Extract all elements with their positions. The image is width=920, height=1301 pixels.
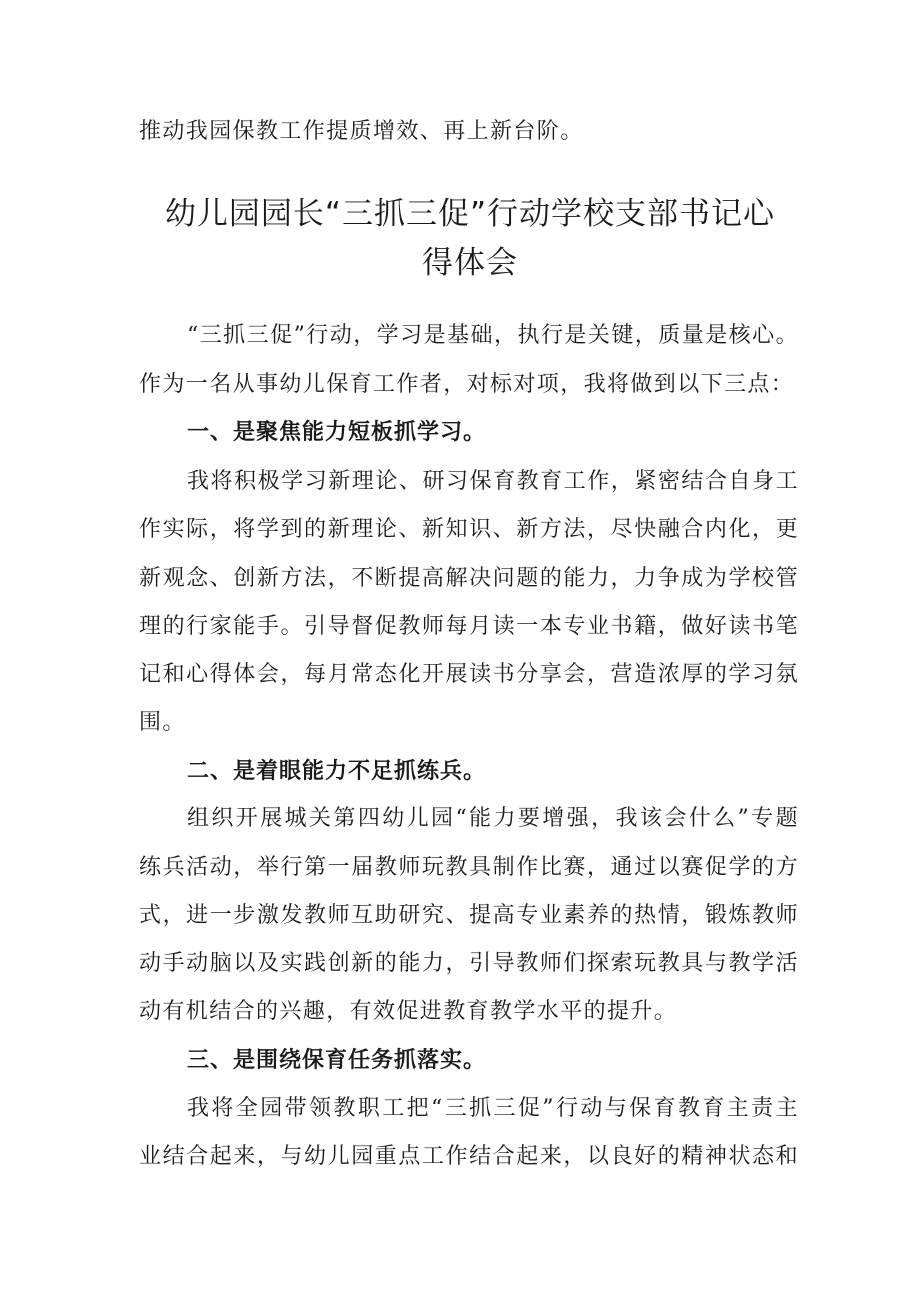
- section-heading-1: 一、是聚焦能力短板抓学习。: [187, 420, 487, 445]
- intro-paragraph-line: “三抓三促”行动，学习是基础，执行是关键，质量是核心。: [187, 323, 799, 348]
- section-2-paragraph-line: 练兵活动，举行第一届教师玩教具制作比赛，通过以赛促学的方: [139, 855, 799, 880]
- section-2-paragraph-line: 式，进一步激发教师互助研究、提高专业素养的热情，锻炼教师: [139, 903, 799, 928]
- section-1-paragraph-line: 理的行家能手。引导督促教师每月读一本专业书籍，做好读书笔: [139, 614, 799, 639]
- document-title-line-2: 得体会: [422, 245, 518, 281]
- document-title-line-1: 幼儿园园长“三抓三促”行动学校支部书记心: [164, 196, 776, 232]
- section-2-paragraph-line: 动手动脑以及实践创新的能力，引导教师们探索玩教具与教学活: [139, 951, 799, 976]
- section-3-paragraph-line: 我将全园带领教职工把“三抓三促”行动与保育教育主责主: [187, 1096, 799, 1121]
- section-2-paragraph-line: 组织开展城关第四幼儿园“能力要增强，我该会什么”专题: [187, 806, 799, 831]
- lead-paragraph-line: 推动我园保教工作提质增效、再上新台阶。: [139, 119, 584, 144]
- section-1-paragraph-line: 我将积极学习新理论、研习保育教育工作，紧密结合自身工: [187, 469, 799, 494]
- section-3-paragraph-line: 业结合起来，与幼儿园重点工作结合起来，以良好的精神状态和: [139, 1144, 799, 1169]
- section-heading-3: 三、是围绕保育任务抓落实。: [187, 1048, 487, 1073]
- section-1-paragraph-line: 新观念、创新方法，不断提高解决问题的能力，力争成为学校管: [139, 566, 799, 591]
- section-2-paragraph-line: 动有机结合的兴趣，有效促进教育教学水平的提升。: [139, 999, 678, 1024]
- section-1-paragraph-line: 作实际，将学到的新理论、新知识、新方法，尽快融合内化，更: [139, 517, 799, 542]
- intro-paragraph-line: 作为一名从事幼儿保育工作者，对标对项，我将做到以下三点：: [139, 372, 795, 397]
- section-heading-2: 二、是着眼能力不足抓练兵。: [187, 759, 487, 784]
- section-1-paragraph-line: 围。: [139, 710, 186, 735]
- section-1-paragraph-line: 记和心得体会，每月常态化开展读书分享会，营造浓厚的学习氛: [139, 662, 799, 687]
